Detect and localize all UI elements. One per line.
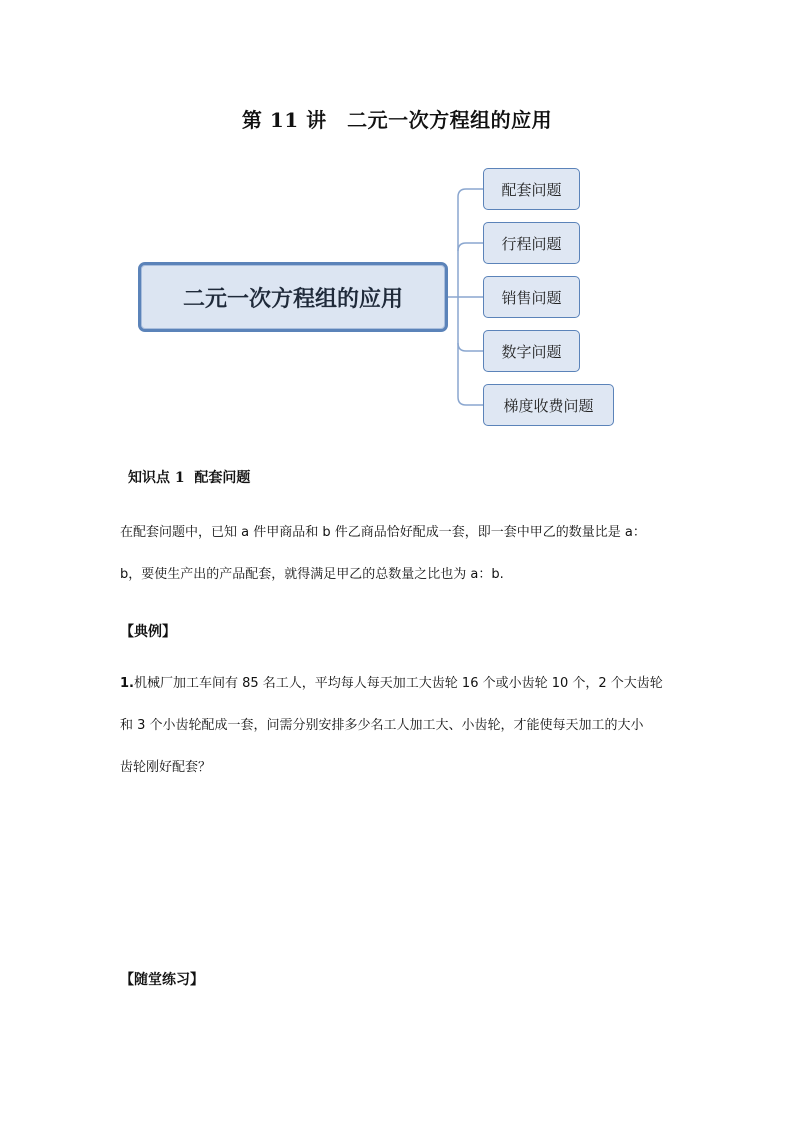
connector-branch-2 xyxy=(458,243,483,251)
mind-map-branch-digits: 数字问题 xyxy=(483,330,580,372)
mind-map-center-node: 二元一次方程组的应用 xyxy=(138,262,448,332)
paragraph-line: 在配套问题中，已知 a 件甲商品和 b 件乙商品恰好配成一套，即一套中甲乙的数量比是 a： xyxy=(120,525,646,540)
section-heading-practice: 【随堂练习】 xyxy=(120,972,204,988)
mind-map-branch-travel: 行程问题 xyxy=(483,222,580,264)
question-line: 和 3 个小齿轮配成一套，问需分别安排多少名工人加工大、小齿轮，才能使每天加工的大小 xyxy=(120,718,644,733)
question-number: 1. xyxy=(120,676,134,691)
connector-branch-4 xyxy=(458,343,483,351)
mind-map-branch-tiered-pricing: 梯度收费问题 xyxy=(483,384,614,426)
section-heading-knowledge-point-1: 知识点 1 配套问题 xyxy=(128,470,251,486)
question-line: 齿轮刚好配套？ xyxy=(120,760,212,775)
knowledge-point-paragraph xyxy=(120,512,690,596)
question-line xyxy=(120,663,690,705)
paragraph-line: b，要使生产出的产品配套，就得满足甲乙的总数量之比也为 a：b. xyxy=(120,567,504,582)
mind-map-branch-pairing: 配套问题 xyxy=(483,168,580,210)
mind-map xyxy=(0,0,794,440)
section-heading-example: 【典例】 xyxy=(120,624,176,640)
question-text: 机械厂加工车间有 85 名工人，平均每人每天加工大齿轮 16 个或小齿轮 10 个，2 个大齿轮 xyxy=(133,676,663,691)
mind-map-branch-sales: 销售问题 xyxy=(483,276,580,318)
page-title: 第 11 讲 二元一次方程组的应用 xyxy=(241,108,553,132)
mind-map-connectors xyxy=(0,0,794,440)
example-question xyxy=(120,663,690,789)
